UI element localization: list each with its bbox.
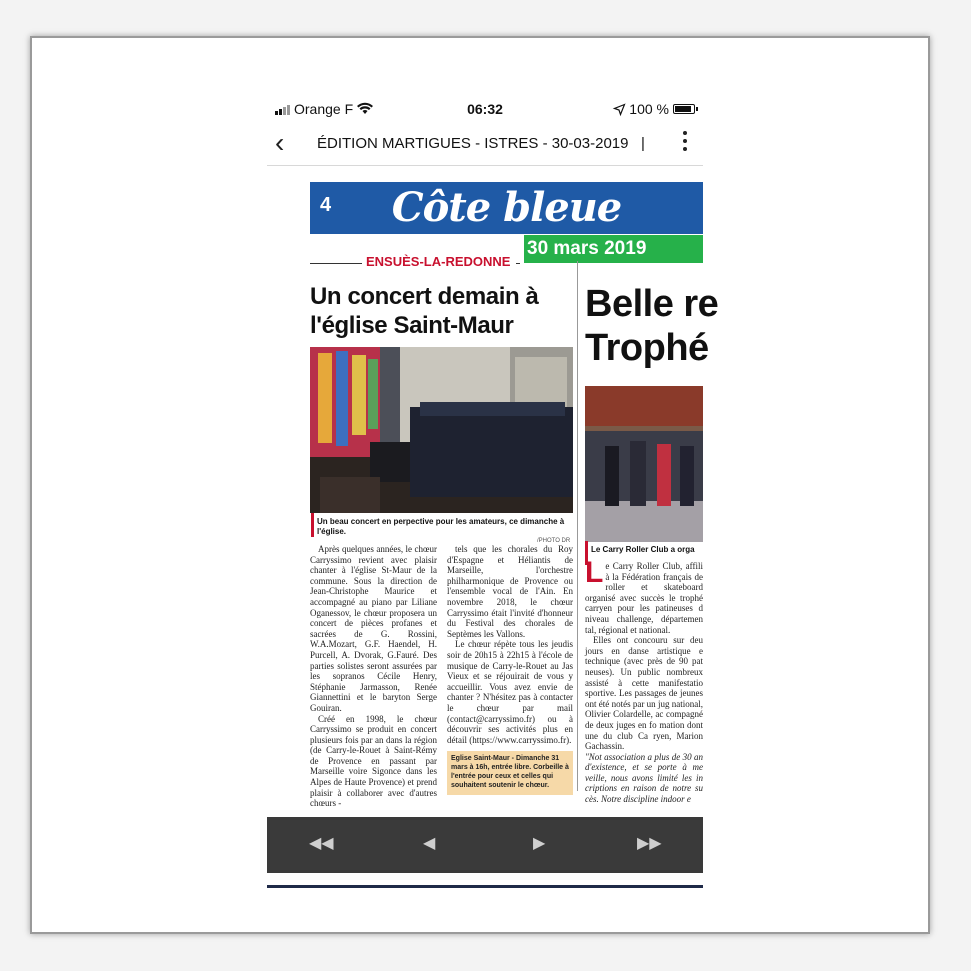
- edition-title: ÉDITION MARTIGUES - ISTRES - 30-03-2019 |: [317, 135, 645, 152]
- double-left-icon: ◀◀: [309, 835, 334, 852]
- navigation-bar: [267, 123, 703, 166]
- battery-icon: [673, 104, 695, 114]
- left-icon: ◀: [423, 835, 436, 852]
- battery-level-fill: [675, 106, 691, 112]
- article-kicker: ENSUÈS-LA-REDONNE: [310, 254, 520, 270]
- prev-page-button[interactable]: [423, 833, 435, 853]
- left-headline: Un concert demain à l'église Saint-Maur: [310, 283, 539, 339]
- clock: 06:32: [467, 101, 503, 117]
- section-title: Côte bleue: [391, 184, 622, 231]
- phone-screen: [267, 95, 719, 873]
- vertical-ellipsis-icon[interactable]: [683, 131, 687, 151]
- photo-credit: /PHOTO DR: [537, 538, 571, 544]
- date-label: 30 mars 2019: [524, 235, 703, 263]
- chevron-left-icon[interactable]: ‹: [275, 127, 285, 158]
- carrier-label: Orange F: [294, 101, 354, 117]
- choir-photo: [310, 347, 573, 513]
- left-article-column-1: Après quelques années, le chœur Carryssimo revient avec plaisir chanter à l'église St-Maur de la commune. Sous la direction de Jean-Christophe Maurice et accompagné au piano par Liliane Oganessov, le chœur proposera un concert de pièces profanes et sacrées de G. Rossini, W.A.Mozart, G.F. Haendel, H. Purcell, A. Dvorak, G.Fauré. Des parties solistes seront assurées par les sopranos Cécile Henry, Stéphanie Jarmasson, Renée Giannettini et le baryton Serge Gouiran. Créé en 1998, le chœur Carryssimo se produit en concert plusieurs fois par an dans la région (de Carry-le-Rouet à Saint-Rémy de Provence en passant par Marseille voire Sigonce dans les Alpes de Haute Provence) et prend plaisir à collaborer avec d'autres chœurs -: [310, 544, 437, 809]
- event-info-box: Eglise Saint-Maur - Dimanche 31 mars à 16h, entrée libre. Corbeille à l'entrée pour ceux et celles qui souhaitent soutenir le chœur.: [447, 751, 573, 795]
- right-headline: Belle re Trophé: [585, 283, 719, 369]
- last-page-button[interactable]: [637, 833, 662, 853]
- left-photo-caption: Un beau concert en perpective pour les amateurs, ce dimanche à l'église.: [317, 517, 572, 537]
- drop-cap: L: [585, 556, 604, 589]
- page-navigation-toolbar: [267, 817, 703, 873]
- page-number: 4: [320, 194, 332, 216]
- newspaper-page[interactable]: [267, 166, 719, 817]
- title-separator: |: [641, 135, 645, 152]
- roller-club-photo: [585, 386, 703, 542]
- status-bar: [267, 95, 703, 123]
- location-arrow-icon: [614, 104, 625, 115]
- next-page-button[interactable]: [533, 833, 545, 853]
- battery-percent: 100 %: [629, 101, 669, 117]
- first-page-button[interactable]: [309, 833, 334, 853]
- column-divider: [577, 261, 578, 791]
- double-right-icon: ▶▶: [637, 835, 662, 852]
- right-icon: ▶: [533, 835, 546, 852]
- right-article-column: Le Carry Roller Club, affili à la Fédération français de roller et skateboard organisé avec succès le trophé carryen pour les patineuses d niveau challenge, départemen tal, régional et national. Elles ont concouru sur deu jours en danse artistique e technique (avec près de 90 pat neuses). Un public nombreux assisté à cette manifestatio sportive. Les passages de jeunes ont été notés par un jug national, Olivier Colardelle, ac compagné de deux juges en fo mation dont une du club Ca ryen, Marion Gachassin. "Not association a plus de 30 an d'existence, et se porte à me veille, nous avons limité les in criptions en raison de notre su cès. Notre discipline indoor e: [585, 556, 703, 805]
- left-article-column-2: tels que les chorales du Roy d'Espagne et Héliantis de Marseille, l'orchestre philharmonique de Provence ou l'ensemble vocal de l'Ain. En novembre 2018, le chœur Carryssimo était l'invité d'honneur du Festival des chorales de Septèmes les Vallons. Le chœur répète tous les jeudis soir de 20h15 à 22h15 à l'école de musique de Carry-le-Rouet au Jas Vieux et se réjouirait de vous y accueillir. Vous avez envie de chanter ? N'hésitez pas à contacter le chœur par mail (contact@carryssimo.fr) ou à découvrir ses activités plus en détail (https://www.carryssimo.fr).: [447, 544, 573, 745]
- right-photo-caption: Le Carry Roller Club a orga: [591, 545, 703, 555]
- section-masthead: [310, 182, 703, 234]
- page-bottom-strip: [267, 885, 703, 888]
